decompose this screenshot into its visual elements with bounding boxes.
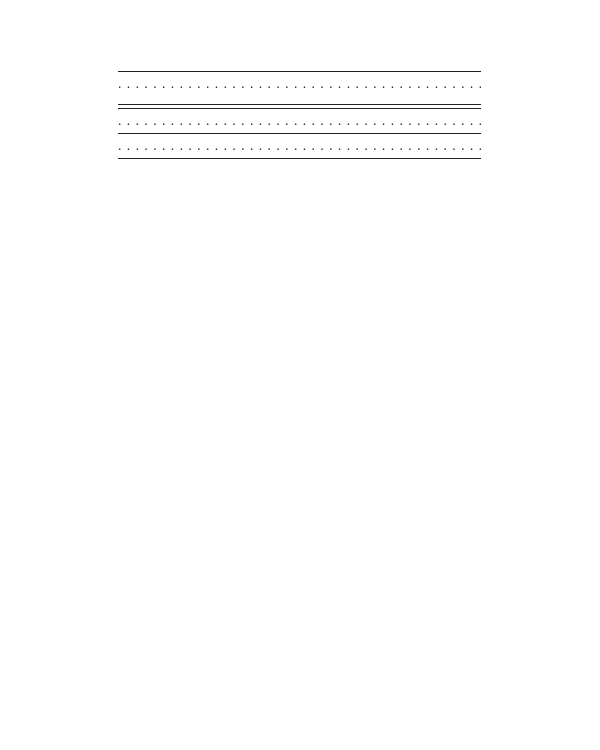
entry-text	[118, 112, 481, 130]
entry-text	[118, 75, 481, 93]
divider	[118, 133, 481, 134]
toc-entry-question-84	[118, 112, 481, 130]
toc-entry-question-85	[118, 137, 481, 155]
divider	[118, 71, 481, 72]
entry-text	[118, 137, 481, 155]
divider	[118, 104, 481, 105]
toc-entry-intro	[118, 75, 481, 93]
table-of-contents	[118, 40, 481, 162]
divider	[118, 158, 481, 159]
divider	[118, 108, 481, 109]
